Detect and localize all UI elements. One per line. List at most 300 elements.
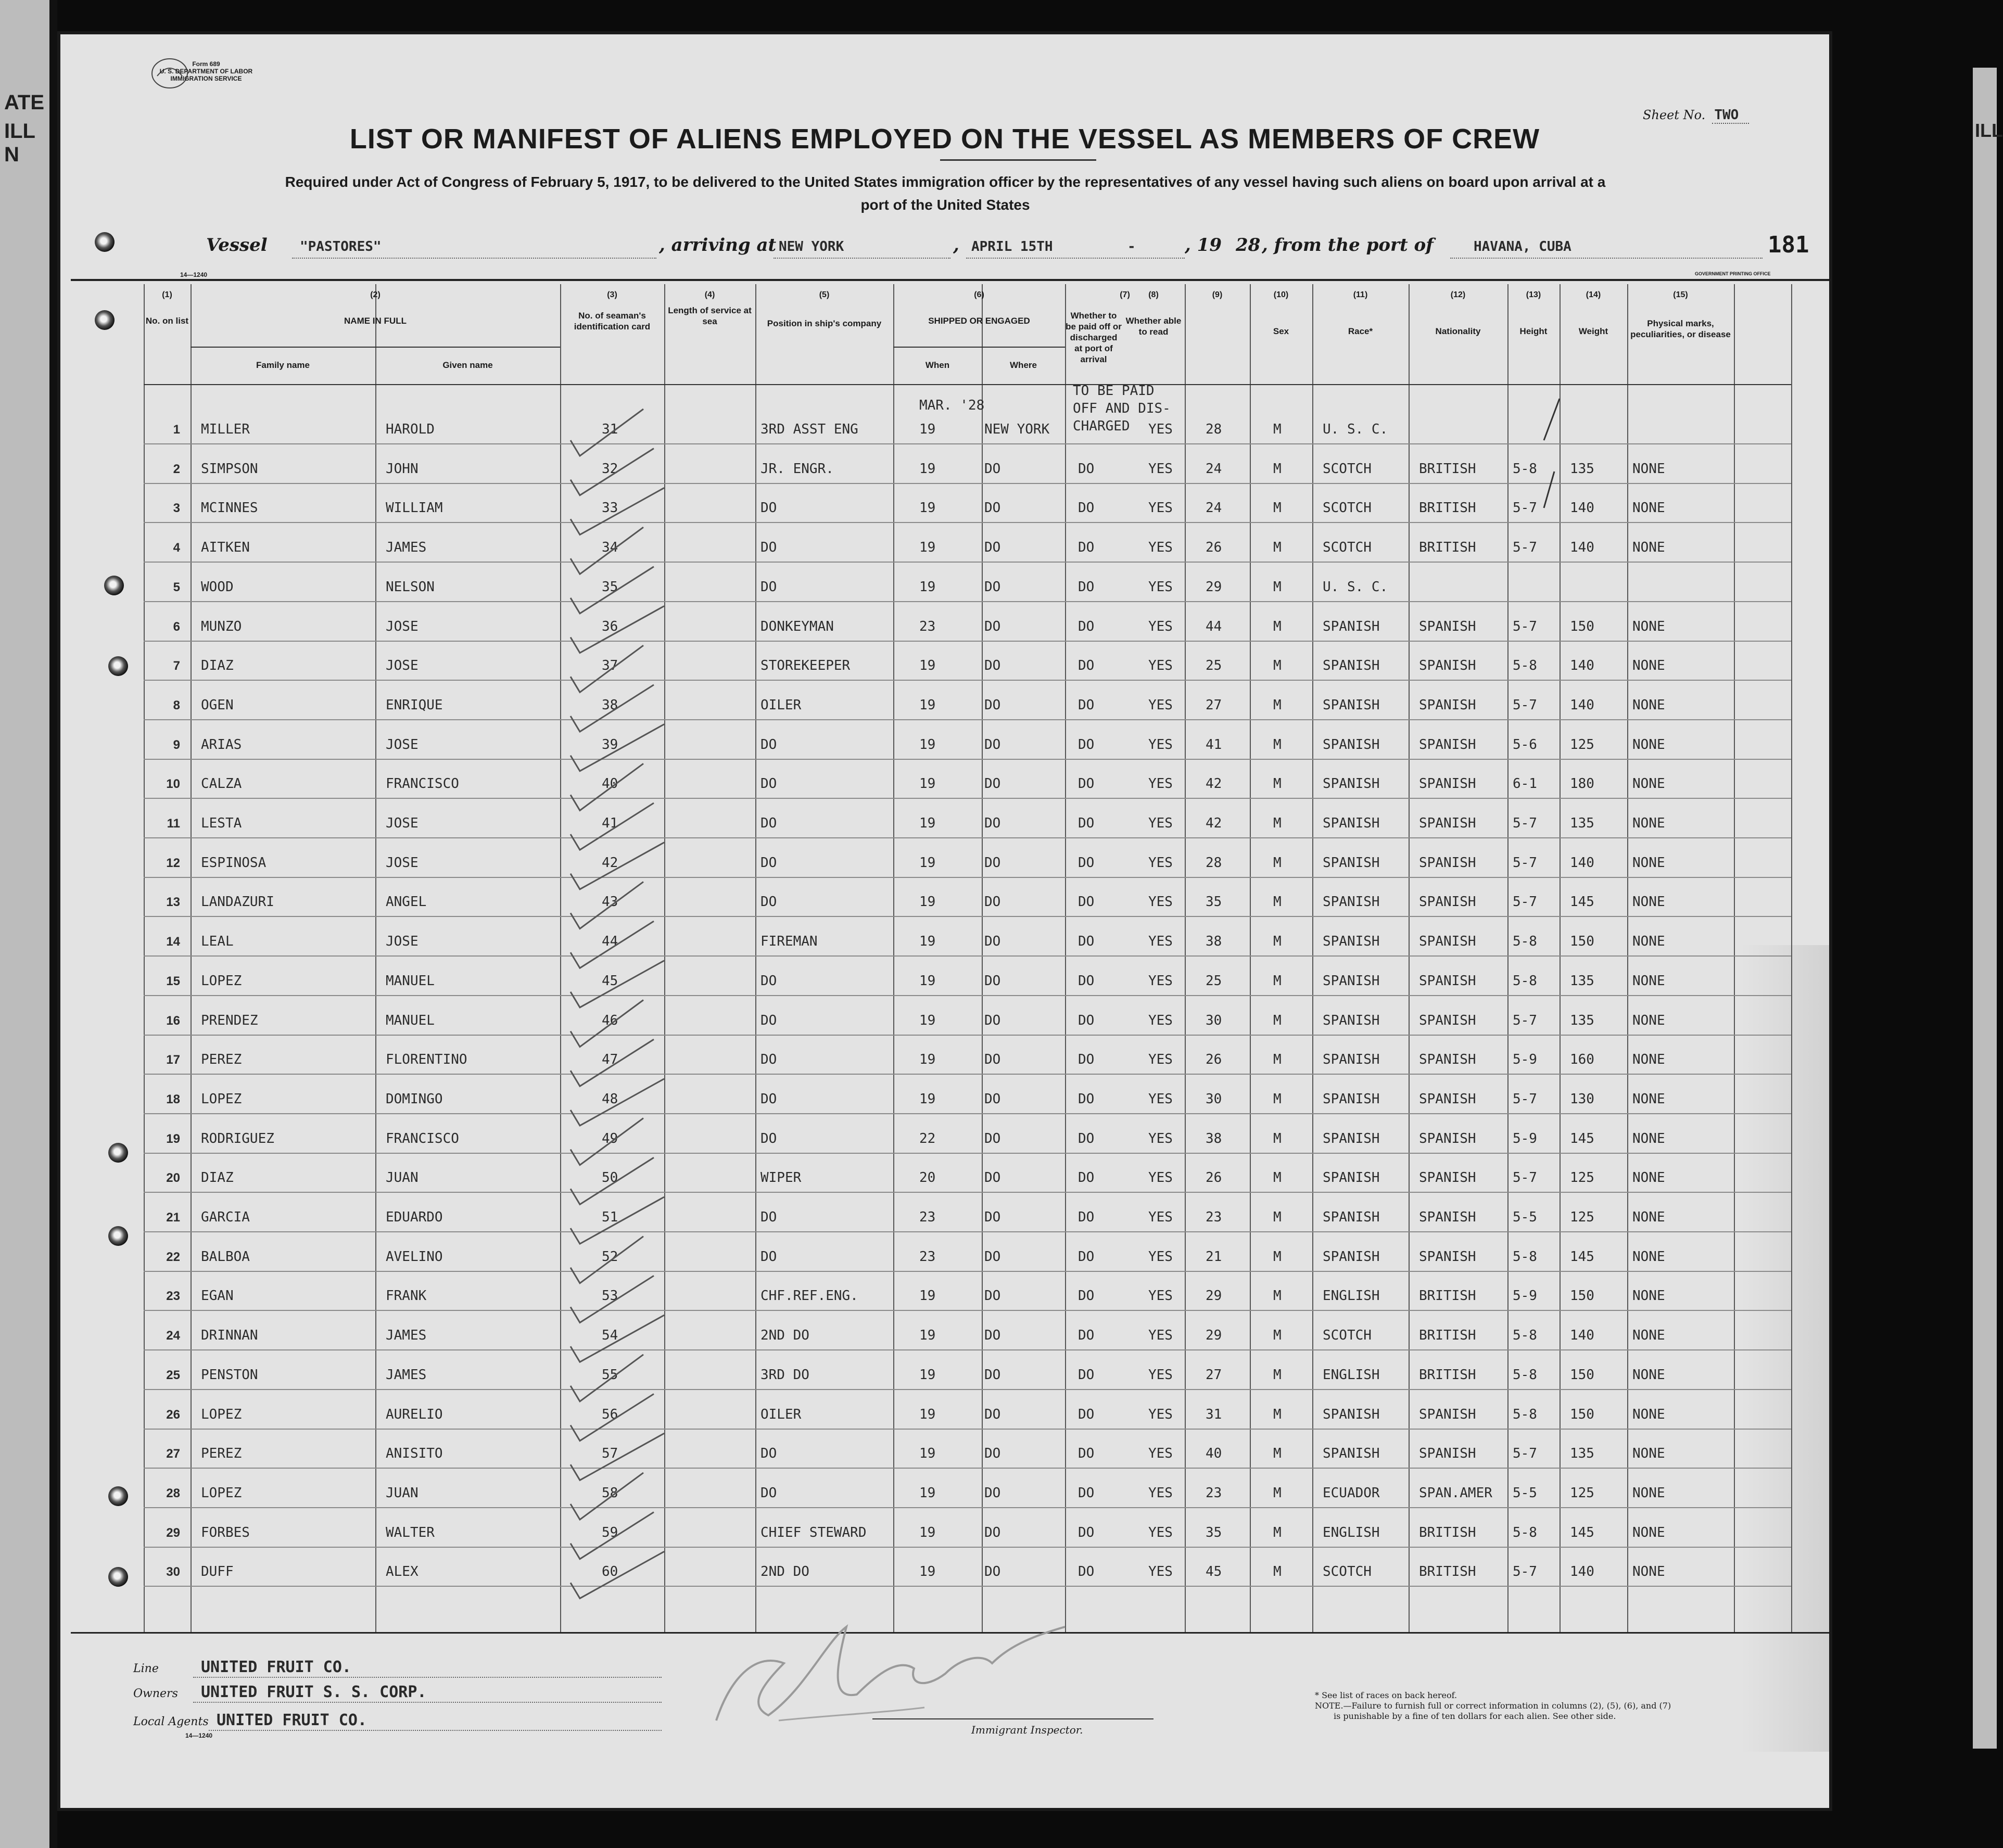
check-mark (571, 803, 654, 850)
cell-nationality: SPANISH (1419, 815, 1476, 831)
cell-sex: M (1273, 934, 1282, 950)
cell-weight: 135 (1570, 1012, 1594, 1028)
cell-when: 19 (919, 1406, 936, 1422)
cell-card: 45 (602, 973, 618, 989)
cell-age: 30 (1206, 1012, 1222, 1028)
cell-position: DO (760, 894, 777, 910)
row1-paid-line-1: TO BE PAID (1073, 383, 1155, 399)
cell-weight: 180 (1570, 776, 1594, 792)
row-number: 21 (166, 1210, 180, 1225)
cell-where: DO (984, 894, 1001, 910)
row-number: 13 (166, 895, 180, 910)
row-number: 30 (166, 1565, 180, 1579)
cell-marks: NONE (1632, 1091, 1665, 1107)
cell-height: 6-1 (1513, 776, 1537, 792)
column-rule (982, 284, 983, 1632)
row-number: 8 (173, 698, 180, 712)
cell-given: DOMINGO (386, 1091, 443, 1107)
cell-height: 5-7 (1513, 894, 1537, 910)
cell-race: SCOTCH (1323, 540, 1372, 556)
cell-weight: 135 (1570, 1446, 1594, 1462)
row-number: 28 (166, 1486, 180, 1500)
year-label: , 19 (1185, 235, 1222, 256)
cell-given: MANUEL (386, 973, 435, 989)
cell-nationality: BRITISH (1419, 1288, 1476, 1304)
cell-given: JOSE (386, 855, 419, 871)
cell-sex: M (1273, 1328, 1282, 1344)
row-number: 15 (166, 974, 180, 988)
cell-height: 5-7 (1513, 1170, 1537, 1186)
cell-given: FRANCISCO (386, 776, 459, 792)
cell-where: DO (984, 579, 1001, 595)
cell-nationality: SPANISH (1419, 618, 1476, 634)
cell-weight: 140 (1570, 855, 1594, 871)
cell-position: WIPER (760, 1170, 802, 1186)
cell-height: 5-7 (1513, 1012, 1537, 1028)
cell-when: 19 (919, 422, 936, 437)
cell-nationality: SPANISH (1419, 1209, 1476, 1225)
row-rule (144, 522, 1791, 523)
row-rule (144, 1153, 1791, 1154)
row-number: 26 (166, 1407, 180, 1422)
cell-card: 50 (602, 1170, 618, 1186)
cell-position: DO (760, 1248, 777, 1265)
cell-when: 19 (919, 894, 936, 910)
cell-where: DO (984, 1564, 1001, 1580)
arriving-port: NEW YORK (779, 239, 844, 254)
manifest-sheet (57, 31, 1832, 1811)
row-rule (144, 1310, 1791, 1311)
cell-race: SPANISH (1323, 1170, 1380, 1186)
cell-marks: NONE (1632, 1288, 1665, 1304)
cell-paid: DO (1078, 1170, 1095, 1186)
cell-nationality: SPANISH (1419, 1248, 1476, 1265)
cell-paid: DO (1078, 973, 1095, 989)
row-number: 5 (173, 580, 180, 594)
cell-sex: M (1273, 815, 1282, 831)
cell-family: DIAZ (201, 1170, 234, 1186)
print-code: 14—1240 (180, 271, 208, 278)
punch-hole (104, 576, 124, 595)
cell-weight: 145 (1570, 1130, 1594, 1146)
cell-family: DRINNAN (201, 1328, 258, 1344)
cell-weight: 150 (1570, 1367, 1594, 1383)
cell-position: JR. ENGR. (760, 461, 834, 477)
cell-sex: M (1273, 1524, 1282, 1540)
cell-when: 23 (919, 1209, 936, 1225)
punch-hole (108, 656, 128, 676)
cell-marks: NONE (1632, 1209, 1665, 1225)
col-family-header: Family name (256, 360, 310, 370)
line-label: Line (133, 1662, 159, 1675)
cell-age: 40 (1206, 1446, 1222, 1462)
cell-when: 19 (919, 1564, 936, 1580)
cell-marks: NONE (1632, 618, 1665, 634)
printing-office: GOVERNMENT PRINTING OFFICE (1695, 271, 1771, 276)
cell-card: 58 (602, 1485, 618, 1501)
cell-family: PENSTON (201, 1367, 258, 1383)
cell-height: 5-7 (1513, 815, 1537, 831)
cell-card: 56 (602, 1406, 618, 1422)
row1-when-month: MAR. '28 (919, 398, 985, 413)
cell-card: 47 (602, 1052, 618, 1068)
row-rule (144, 877, 1791, 878)
cell-family: LEAL (201, 934, 234, 950)
cell-nationality: SPANISH (1419, 1446, 1476, 1462)
column-number: (11) (1353, 290, 1368, 299)
cell-given: FLORENTINO (386, 1052, 467, 1068)
cell-when: 19 (919, 855, 936, 871)
column-rule (191, 284, 192, 1632)
cell-when: 19 (919, 500, 936, 516)
check-mark (571, 1157, 654, 1204)
cell-height: 5-7 (1513, 500, 1537, 516)
row-number: 19 (166, 1131, 180, 1146)
cell-family: DIAZ (201, 658, 234, 674)
cell-marks: NONE (1632, 1170, 1665, 1186)
cell-when: 19 (919, 579, 936, 595)
cell-height: 5-6 (1513, 736, 1537, 753)
cell-paid: DO (1078, 658, 1095, 674)
column-rule (1312, 284, 1313, 1632)
edge-fragment-mid: ILL N (4, 120, 35, 166)
cell-paid: DO (1078, 1485, 1095, 1501)
cell-nationality: SPANISH (1419, 1170, 1476, 1186)
check-mark (571, 488, 664, 534)
department-name: U. S. DEPARTMENT OF LABOR (159, 68, 253, 75)
cell-card: 49 (602, 1130, 618, 1146)
cell-where: NEW YORK (984, 422, 1050, 437)
cell-paid: DO (1078, 1367, 1095, 1383)
cell-family: LESTA (201, 815, 242, 831)
row-rule (144, 1429, 1791, 1430)
vessel-line: Vessel "PASTORES" , arriving at NEW YORK , APRIL 15TH - , 19 28 , from the port of HAVANA, CUBA 181 (206, 232, 1809, 258)
cell-sex: M (1273, 618, 1282, 634)
table-top-rule (71, 279, 1829, 281)
sheet-number-label: Sheet No. (1643, 108, 1706, 122)
cell-height: 5-7 (1513, 855, 1537, 871)
cell-marks: NONE (1632, 736, 1665, 753)
cell-height: 5-8 (1513, 1367, 1537, 1383)
cell-paid: DO (1078, 1248, 1095, 1265)
cell-card: 60 (602, 1564, 618, 1580)
cell-given: JOHN (386, 461, 419, 477)
cell-card: 41 (602, 815, 618, 831)
cell-position: DO (760, 500, 777, 516)
row-number: 6 (173, 619, 180, 634)
cell-when: 19 (919, 1485, 936, 1501)
cell-age: 26 (1206, 1052, 1222, 1068)
cell-where: DO (984, 1130, 1001, 1146)
cell-nationality: SPANISH (1419, 855, 1476, 871)
cell-marks: NONE (1632, 658, 1665, 674)
cell-age: 44 (1206, 618, 1222, 634)
row-number: 17 (166, 1053, 180, 1067)
cell-position: DO (760, 973, 777, 989)
cell-card: 44 (602, 934, 618, 950)
cell-marks: NONE (1632, 1012, 1665, 1028)
cell-weight: 130 (1570, 1091, 1594, 1107)
cell-nationality: SPANISH (1419, 1406, 1476, 1422)
cell-race: SPANISH (1323, 1012, 1380, 1028)
edge-fragment-top: ATE (4, 91, 45, 114)
cell-given: ENRIQUE (386, 697, 443, 713)
cell-race: SPANISH (1323, 1446, 1380, 1462)
cell-age: 24 (1206, 500, 1222, 516)
cell-weight: 150 (1570, 934, 1594, 950)
cell-read: YES (1148, 500, 1173, 516)
cell-height: 5-8 (1513, 461, 1537, 477)
cell-given: AURELIO (386, 1406, 443, 1422)
row-rule (144, 1389, 1791, 1390)
cell-position: DONKEYMAN (760, 618, 834, 634)
cell-when: 19 (919, 540, 936, 556)
cell-given: HAROLD (386, 422, 435, 437)
check-mark (571, 1276, 654, 1322)
fine-note-line-1: NOTE.—Failure to furnish full or correct information in columns (2), (5), (6), and (7) (1315, 1701, 1671, 1711)
col-given-header: Given name (442, 360, 493, 370)
cell-marks: NONE (1632, 1130, 1665, 1146)
cell-read: YES (1148, 934, 1173, 950)
owners-value: UNITED FRUIT S. S. CORP. (201, 1683, 427, 1701)
cell-age: 26 (1206, 1170, 1222, 1186)
usc-slash-marks (1424, 388, 1612, 508)
cell-given: JAMES (386, 1367, 427, 1383)
row-rule (144, 1192, 1791, 1193)
cell-family: SIMPSON (201, 461, 258, 477)
cell-when: 20 (919, 1170, 936, 1186)
cell-when: 19 (919, 934, 936, 950)
check-mark (571, 606, 664, 653)
cell-weight: 135 (1570, 973, 1594, 989)
cell-nationality: SPANISH (1419, 1052, 1476, 1068)
row-rule (144, 1035, 1791, 1036)
cell-age: 29 (1206, 579, 1222, 595)
col-when-header: When (925, 360, 950, 370)
column-rule (1627, 284, 1628, 1632)
cell-when: 19 (919, 776, 936, 792)
cell-read: YES (1148, 1485, 1173, 1501)
cell-when: 22 (919, 1130, 936, 1146)
row-rule (144, 601, 1791, 602)
cell-family: GARCIA (201, 1209, 250, 1225)
cell-age: 28 (1206, 422, 1222, 437)
cell-where: DO (984, 776, 1001, 792)
cell-height: 5-5 (1513, 1209, 1537, 1225)
row-rule (144, 641, 1791, 642)
cell-when: 23 (919, 1248, 936, 1265)
cell-paid: DO (1078, 579, 1095, 595)
cell-race: SPANISH (1323, 815, 1380, 831)
col-paid-header: Whether to be paid off or discharged at port of arrival (1066, 311, 1122, 364)
cell-age: 25 (1206, 658, 1222, 674)
cell-height: 5-7 (1513, 618, 1537, 634)
cell-age: 29 (1206, 1328, 1222, 1344)
check-mark (571, 685, 654, 732)
cell-read: YES (1148, 894, 1173, 910)
cell-sex: M (1273, 1012, 1282, 1028)
cell-race: SPANISH (1323, 1052, 1380, 1068)
cell-weight: 125 (1570, 1485, 1594, 1501)
row-number: 18 (166, 1092, 180, 1106)
cell-card: 37 (602, 658, 618, 674)
fine-note-line-2: is punishable by a fine of ten dollars for each alien. See other side. (1334, 1711, 1616, 1721)
cell-where: DO (984, 1367, 1001, 1383)
cell-given: ANGEL (386, 894, 427, 910)
cell-given: JOSE (386, 934, 419, 950)
cell-weight: 125 (1570, 1209, 1594, 1225)
row-number: 3 (173, 501, 180, 516)
adjacent-page-strip (0, 0, 49, 1848)
cell-read: YES (1148, 579, 1173, 595)
cell-read: YES (1148, 1248, 1173, 1265)
cell-where: DO (984, 658, 1001, 674)
cell-age: 29 (1206, 1288, 1222, 1304)
cell-height: 5-9 (1513, 1288, 1537, 1304)
cell-sex: M (1273, 461, 1282, 477)
cell-family: EGAN (201, 1288, 234, 1304)
cell-read: YES (1148, 776, 1173, 792)
cell-given: JUAN (386, 1170, 419, 1186)
column-rule (893, 284, 894, 1632)
cell-family: MCINNES (201, 500, 258, 516)
row-number: 27 (166, 1447, 180, 1461)
cell-paid: DO (1078, 1328, 1095, 1344)
cell-where: DO (984, 1328, 1001, 1344)
column-number: (2) (370, 290, 381, 299)
cell-position: DO (760, 1091, 777, 1107)
arrival-date: APRIL 15TH (971, 239, 1053, 254)
header-bottom-rule (144, 384, 1791, 385)
cell-read: YES (1148, 1328, 1173, 1344)
cell-given: JAMES (386, 1328, 427, 1344)
cell-height: 5-7 (1513, 1091, 1537, 1107)
cell-age: 38 (1206, 1130, 1222, 1146)
cell-age: 26 (1206, 540, 1222, 556)
column-number: (4) (704, 290, 715, 299)
cell-sex: M (1273, 776, 1282, 792)
cell-age: 24 (1206, 461, 1222, 477)
cell-position: CHF.REF.ENG. (760, 1288, 858, 1304)
cell-race: SPANISH (1323, 1406, 1380, 1422)
cell-position: DO (760, 1130, 777, 1146)
column-number: (13) (1526, 290, 1541, 299)
cell-when: 19 (919, 736, 936, 753)
cell-sex: M (1273, 1446, 1282, 1462)
cell-where: DO (984, 1170, 1001, 1186)
cell-when: 19 (919, 1288, 936, 1304)
cell-read: YES (1148, 422, 1173, 437)
cell-when: 19 (919, 973, 936, 989)
cell-marks: NONE (1632, 540, 1665, 556)
stamp-number: 181 (1768, 232, 1809, 258)
cell-sex: M (1273, 540, 1282, 556)
column-number: (12) (1450, 290, 1466, 299)
cell-paid: DO (1078, 736, 1095, 753)
cell-race: SPANISH (1323, 736, 1380, 753)
cell-paid: DO (1078, 618, 1095, 634)
cell-read: YES (1148, 1052, 1173, 1068)
cell-nationality: BRITISH (1419, 461, 1476, 477)
cell-when: 19 (919, 1012, 936, 1028)
row-rule (144, 798, 1791, 799)
cell-nationality: SPANISH (1419, 1130, 1476, 1146)
cell-sex: M (1273, 579, 1282, 595)
cell-position: OILER (760, 697, 802, 713)
cell-weight: 140 (1570, 500, 1594, 516)
column-number: (8) (1148, 290, 1159, 299)
cell-race: SPANISH (1323, 658, 1380, 674)
column-rule (1409, 284, 1410, 1632)
cell-race: ENGLISH (1323, 1524, 1380, 1540)
cell-nationality: BRITISH (1419, 1328, 1476, 1344)
cell-race: SPANISH (1323, 697, 1380, 713)
service-name: IMMIGRATION SERVICE (170, 75, 242, 82)
cell-family: ESPINOSA (201, 855, 267, 871)
col-read-header: Whether able to read (1125, 316, 1182, 337)
cell-given: JOSE (386, 618, 419, 634)
cell-marks: NONE (1632, 1406, 1665, 1422)
row-rule (144, 995, 1791, 996)
cell-given: WALTER (386, 1524, 435, 1540)
cell-given: JOSE (386, 736, 419, 753)
cell-read: YES (1148, 1406, 1173, 1422)
cell-sex: M (1273, 1367, 1282, 1383)
cell-where: DO (984, 1052, 1001, 1068)
cell-age: 42 (1206, 815, 1222, 831)
cell-position: 2ND DO (760, 1328, 809, 1344)
cell-sex: M (1273, 1170, 1282, 1186)
row-number: 29 (166, 1525, 180, 1540)
cell-when: 19 (919, 461, 936, 477)
cell-paid: DO (1078, 500, 1095, 516)
col-position-header: Position in ship's company (767, 318, 882, 328)
cell-nationality: BRITISH (1419, 500, 1476, 516)
check-mark (571, 409, 643, 456)
row-number: 7 (173, 659, 180, 673)
column-rule (560, 284, 561, 1632)
cell-height: 5-7 (1513, 1564, 1537, 1580)
cell-paid: DO (1078, 1446, 1095, 1462)
cell-sex: M (1273, 658, 1282, 674)
cell-card: 54 (602, 1328, 618, 1344)
cell-marks: NONE (1632, 1052, 1665, 1068)
cell-height: 5-9 (1513, 1130, 1537, 1146)
form-number: Form 689 (192, 60, 220, 68)
row-number: 14 (166, 935, 180, 949)
cell-given: JOSE (386, 658, 419, 674)
cell-paid: DO (1078, 1052, 1095, 1068)
cell-when: 19 (919, 1328, 936, 1344)
line-value: UNITED FRUIT CO. (201, 1658, 351, 1676)
cell-height: 5-8 (1513, 973, 1537, 989)
column-rule (1065, 284, 1066, 1632)
cell-read: YES (1148, 1091, 1173, 1107)
cell-family: FORBES (201, 1524, 250, 1540)
cell-read: YES (1148, 973, 1173, 989)
cell-nationality: SPANISH (1419, 776, 1476, 792)
check-mark (571, 1079, 664, 1126)
column-number: (6) (974, 290, 984, 299)
cell-paid: DO (1078, 1524, 1095, 1540)
column-number: (9) (1212, 290, 1223, 299)
col-card-header: No. of seaman's identification card (574, 311, 651, 332)
cell-marks: NONE (1632, 1328, 1665, 1344)
cell-where: DO (984, 934, 1001, 950)
shipped-subheader-rule (893, 347, 1065, 348)
cell-family: RODRIGUEZ (201, 1130, 274, 1146)
cell-paid: DO (1078, 1209, 1095, 1225)
